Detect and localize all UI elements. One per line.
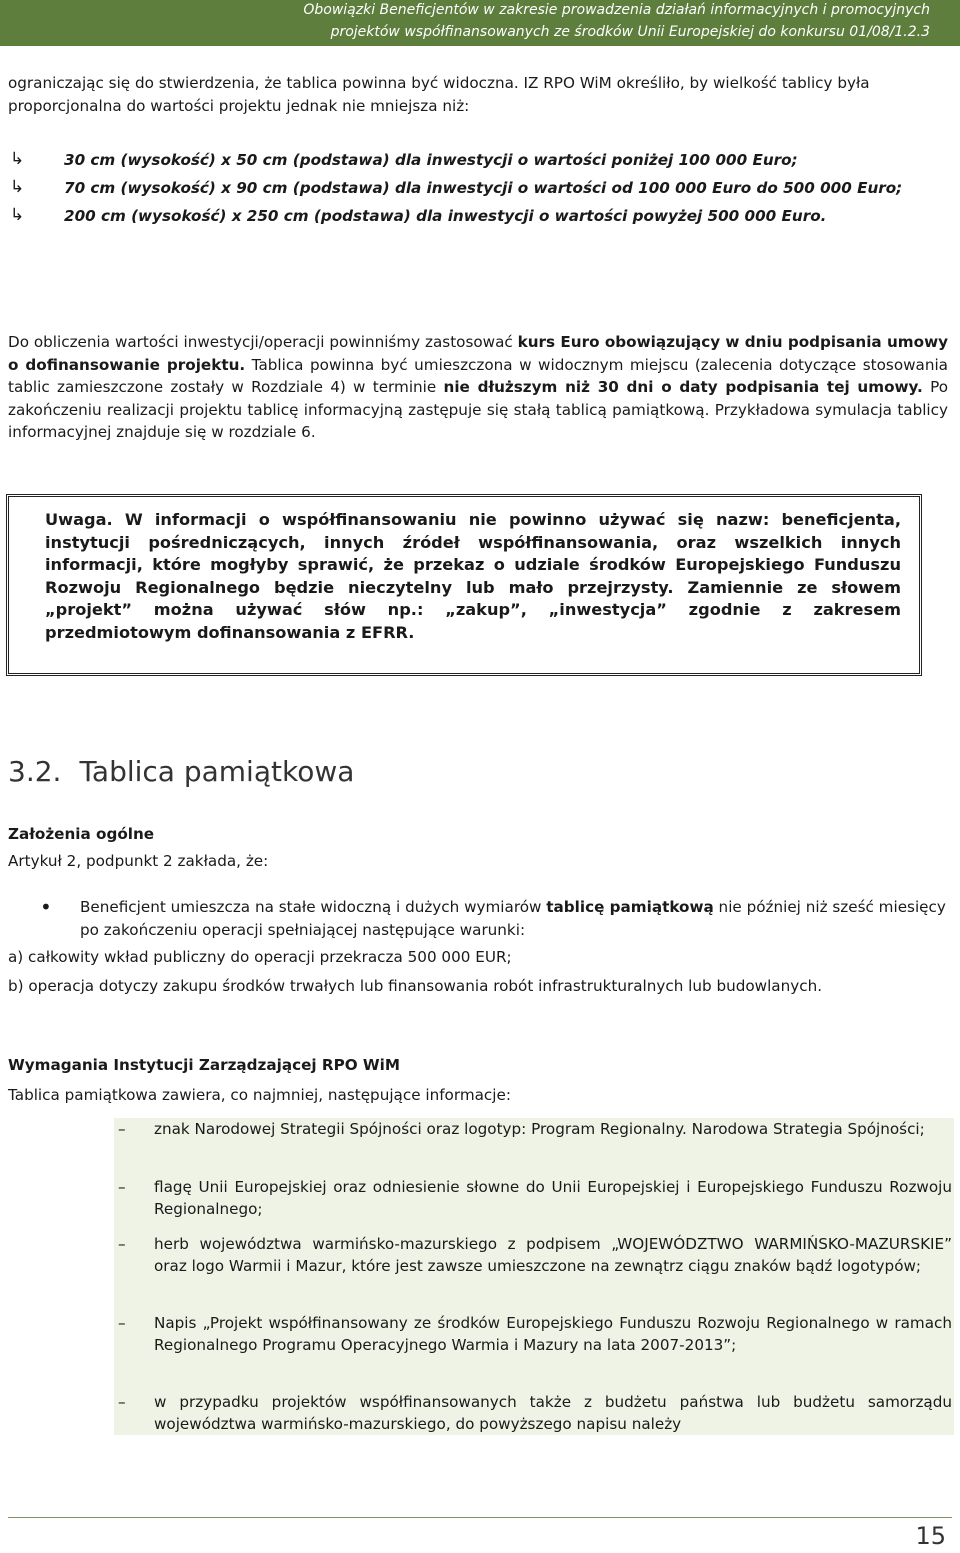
intro-paragraph: ograniczając się do stwierdzenia, że tablica powinna być widoczna. IZ RPO WiM określiło, by wielkość tablicy była proporcjonalna do wartości projektu jednak nie mniejsza niż: [8,74,870,115]
size-item: ↳ 200 cm (wysokość) x 250 cm (podstawa) dla inwestycji o wartości powyżej 500 000 Euro. [10,205,827,225]
dash-icon: – [118,1314,126,1332]
section-number: 3.2. [8,755,62,788]
dash-icon: – [118,1178,126,1196]
requirement-item: – Napis „Projekt współfinansowany ze środków Europejskiego Funduszu Rozwoju Regionalnego w ramach Regionalnego Programu Operacyjnego Warmia i Mazury na lata 2007-2013”; [118,1314,952,1355]
header-line-2: projektów współfinansowanych ze środków Unii Europejskiej do konkursu 01/08/1.2.3 [330,24,930,40]
requirement-item: – herb województwa warmińsko-mazurskiego z podpisem „WOJEWÓDZTWO WARMIŃSKO-MAZURSKIE” oraz logo Warmii i Mazur, które jest zawsze umieszczone na zewnątrz ciągu znaków bądź logotypów; [118,1235,952,1276]
condition-a: a) całkowity wkład publiczny do operacji przekracza 500 000 EUR; [8,948,512,966]
requirement-item: – flagę Unii Europejskiej oraz odniesienie słowne do Unii Europejskiej i Europejskiego Funduszu Rozwoju Regionalnego; [118,1178,952,1219]
assumptions-heading: Założenia ogólne [8,825,155,843]
requirements-lead: Tablica pamiątkowa zawiera, co najmniej, następujące informacje: [8,1086,511,1104]
condition-b: b) operacja dotyczy zakupu środków trwałych lub finansowania robót infrastrukturalnych lub budowlanych. [8,977,823,995]
page-number: 15 [915,1522,946,1550]
note-box [6,494,922,676]
dash-icon: – [118,1393,126,1411]
assumption-bullet: • Beneficjent umieszcza na stałe widoczną i dużych wymiarów tablicę pamiątkową nie później niż sześć miesięcy po zakończeniu operacji spełniającej następujące warunki: [40,895,946,939]
arrow-icon: ↳ [10,177,25,197]
page-header [0,0,960,46]
size-item: ↳ 30 cm (wysokość) x 50 cm (podstawa) dla inwestycji o wartości poniżej 100 000 Euro; [10,149,798,169]
requirements-heading: Wymagania Instytucji Zarządzającej RPO WiM [8,1056,400,1074]
requirement-item: – znak Narodowej Strategii Spójności oraz logotyp: Program Regionalny. Narodowa Strategia Spójności; [8,1118,952,1140]
section-title: Tablica pamiątkowa [79,755,355,788]
section-heading [8,755,354,788]
requirement-item: – w przypadku projektów współfinansowanych także z budżetu państwa lub budżetu samorządu województwa warmińsko-mazurskiego, do powyższego napisu należy [118,1393,952,1434]
footer-divider [8,1517,952,1518]
arrow-icon: ↳ [10,149,25,169]
assumptions-lead: Artykuł 2, podpunkt 2 zakłada, że: [8,852,269,870]
size-list [8,148,948,232]
note-text: Uwaga. W informacji o współfinansowaniu nie powinno używać się nazw: beneficjenta, instytucji pośredniczących, innych źródeł współfinansowania, oraz wszelkich innych informacji, które mogłyby sprawić, że przekaz o udziale środków Europejskiego Funduszu Rozwoju Regionalnego będzie nieczytelny lub mało przejrzysty. Zamiennie ze słowem „projekt” można używać słów np.: „zakup”, „inwestycja” zgodnie z zakresem przedmiotowym dofinansowania z EFRR. [45,510,901,642]
bullet-dot-icon: • [40,895,52,919]
arrow-icon: ↳ [10,205,25,225]
exchange-rate-paragraph: Do obliczenia wartości inwestycji/operacji powinniśmy zastosować kurs Euro obowiązujący w dniu podpisania umowy o dofinansowanie projektu. Tablica powinna być umieszczona w widocznym miejscu (zalecenia dotyczące stosowania tablic zamieszczone zostały w Rozdziale 4) w terminie nie dłuższym niż 30 dni o daty podpisania tej umowy. Po zakończeniu realizacji projektu tablicę informacyjną zastępuje się stałą tablicą pamiątkową. Przykładowa symulacja tablicy informacyjnej znajduje się w rozdziale 6. [8,333,949,441]
dash-icon: – [118,1120,126,1138]
dash-icon: – [118,1235,126,1253]
size-item: ↳ 70 cm (wysokość) x 90 cm (podstawa) dla inwestycji o wartości od 100 000 Euro do 500 000 Euro; [10,177,903,197]
header-line-1: Obowiązki Beneficjentów w zakresie prowadzenia działań informacyjnych i promocyjnych [303,2,930,18]
